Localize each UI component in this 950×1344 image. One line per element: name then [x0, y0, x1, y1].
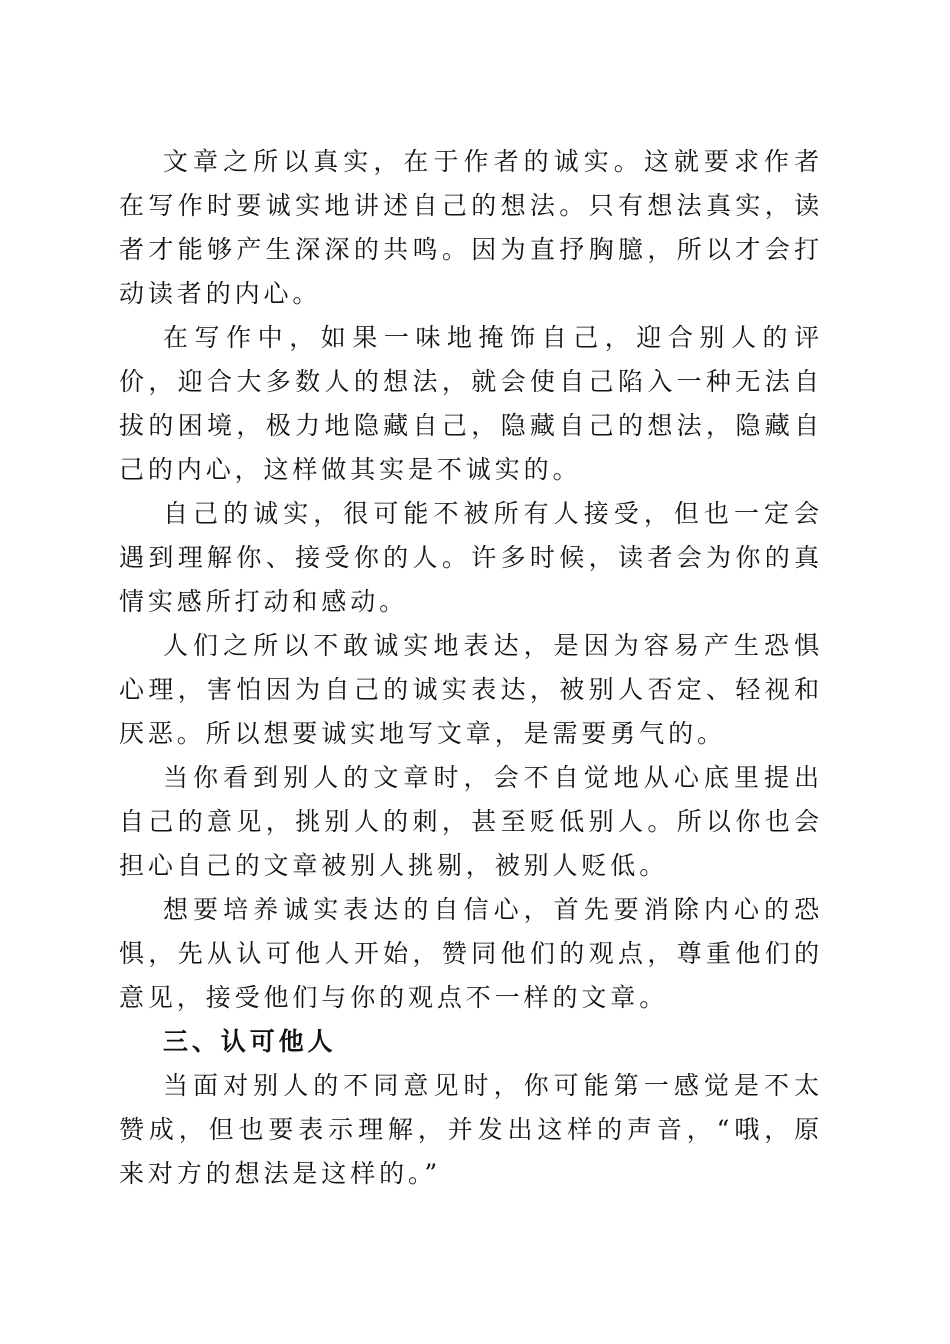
paragraph-2: 在写作中，如果一味地掩饰自己，迎合别人的评价，迎合大多数人的想法，就会使自己陷入一种无法自拔的困境，极力地隐藏自己，隐藏自己的想法，隐藏自己的内心，这样做其实是不诚实的。: [119, 323, 823, 484]
paragraph-3: 自己的诚实，很可能不被所有人接受，但也一定会遇到理解你、接受你的人。许多时候，读者会为你的真情实感所打动和感动。: [119, 499, 823, 616]
paragraph-7: 当面对别人的不同意见时，你可能第一感觉是不太赞成，但也要表示理解，并发出这样的声音，“哦，原来对方的想法是这样的。”: [119, 1071, 823, 1188]
paragraph-1: 文章之所以真实，在于作者的诚实。这就要求作者在写作时要诚实地讲述自己的想法。只有想法真实，读者才能够产生深深的共鸣。因为直抒胸臆，所以才会打动读者的内心。: [119, 147, 823, 308]
document-body: [119, 140, 823, 1196]
paragraph-5: 当你看到别人的文章时，会不自觉地从心底里提出自己的意见，挑别人的刺，甚至贬低别人。所以你也会担心自己的文章被别人挑剔，被别人贬低。: [119, 763, 823, 880]
paragraph-6: 想要培养诚实表达的自信心，首先要消除内心的恐惧，先从认可他人开始，赞同他们的观点，尊重他们的意见，接受他们与你的观点不一样的文章。: [119, 895, 823, 1012]
paragraph-4: 人们之所以不敢诚实地表达，是因为容易产生恐惧心理，害怕因为自己的诚实表达，被别人否定、轻视和厌恶。所以想要诚实地写文章，是需要勇气的。: [119, 631, 823, 748]
section-heading: 三、认可他人: [163, 1027, 337, 1056]
